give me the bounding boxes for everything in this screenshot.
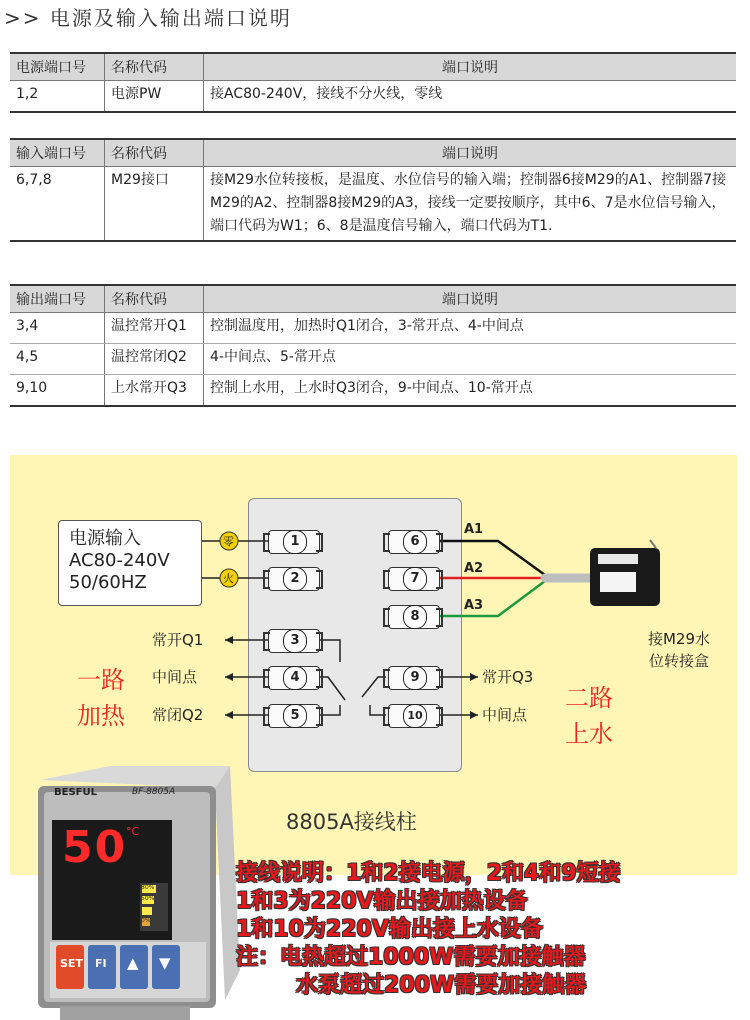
port-desc: 控制上水用，上水时Q3闭合，9-中间点、10-常开点 [204,375,737,407]
device-set-button: SET [60,957,83,970]
module-caption-line2: 位转接盒 [648,652,709,670]
table-header: 名称代码 [105,53,204,81]
module-caption-line1: 接M29水 [647,630,711,648]
terminal-number: 5 [283,704,307,728]
terminal-3 [264,627,322,653]
port-code: 温控常开Q1 [105,313,204,344]
port-number: 6,7,8 [10,167,105,242]
device-model-label: BF-8805A [132,787,176,797]
device-unit: °C [126,825,140,838]
table-header: 端口说明 [204,139,737,167]
power-input-voltage: AC80-240V [69,550,170,571]
power-input-box [58,520,202,606]
wire-label-a1: A1 [464,522,484,537]
table-header: 端口说明 [204,285,737,313]
port-code: 上水常开Q3 [105,375,204,407]
wire-label-a2: A2 [464,561,484,576]
table-header: 名称代码 [105,139,204,167]
neutral-symbol: 零 [223,535,234,548]
note-line: 1和3为220V输出接加热设备 [236,889,528,914]
terminal-7 [384,565,442,591]
terminal-8 [384,603,442,629]
port-number: 4,5 [10,344,105,375]
device-display-value: 50 [62,822,128,873]
table-header: 名称代码 [105,285,204,313]
terminal-number: 7 [403,567,427,591]
terminal-number: 6 [403,530,427,554]
port-desc: 接AC80-240V，接线不分火线，零线 [204,81,737,113]
note-line: 1和10为220V输出接上水设备 [236,917,543,942]
port-code: M29接口 [105,167,204,242]
live-symbol: 火 [223,572,234,585]
port-number: 1,2 [10,81,105,113]
module-caption [634,628,724,672]
terminal-5 [264,702,322,728]
device-down-button: ▼ [159,954,171,972]
label-no-q3: 常开Q3 [482,668,534,686]
level-80: 80% [141,884,155,891]
controller-device-image [0,760,245,1020]
port-number: 9,10 [10,375,105,407]
heating-label [68,662,134,734]
label-common-right: 中间点 [482,706,528,724]
wire-label-a3: A3 [464,598,484,613]
table-header: 输出端口号 [10,285,105,313]
port-code: 电源PW [105,81,204,113]
terminal-number: 10 [403,704,427,728]
terminal-model-label: 8805A接线柱 [286,810,417,834]
note-line: 接线说明：1和2接电源，2和4和9短接 [236,861,621,886]
device-fi-button: FI [95,957,107,970]
terminal-number: 9 [403,666,427,690]
port-desc: 控制温度用，加热时Q1闭合，3-常开点、4-中间点 [204,313,737,344]
note-line: 水泵超过200W需要加接触器 [296,973,587,998]
device-brand: BESFUL [54,787,97,798]
label-nc-q2: 常闭Q2 [152,706,204,724]
terminal-2 [264,565,322,591]
device-up-button: ▲ [127,954,139,972]
wiring-notes [236,860,621,1000]
port-desc: 接M29水位转接板，是温度、水位信号的输入端；控制器6接M29的A1、控制器7接M29的A2、控制器8接M29的A3，接线一定要按顺序，其中6、7是水位信号输入，端口代码为W1；6、8是温度信号输入，端口代码为T1. [204,167,737,242]
port-number: 3,4 [10,313,105,344]
label-common-left: 中间点 [152,668,198,686]
terminal-number: 2 [283,567,307,591]
page-title: >> 电源及输入输出端口说明 [4,6,292,30]
heating-label-line1: 一路 [77,666,125,694]
water-label [556,680,622,752]
terminal-10 [384,702,442,728]
label-no-q1: 常开Q1 [152,631,204,649]
terminal-6 [384,528,442,554]
table-header: 端口说明 [204,53,737,81]
level-50: 50% [141,895,155,902]
terminal-number: 3 [283,629,307,653]
terminal-4 [264,664,322,690]
port-desc: 4-中间点、5-常开点 [204,344,737,375]
terminal-9 [384,664,442,690]
water-label-line1: 二路 [565,684,613,712]
heating-label-line2: 加热 [77,702,125,730]
power-input-frequency: 50/60HZ [69,572,147,593]
table-header: 电源端口号 [10,53,105,81]
terminal-1 [264,528,322,554]
note-line: 注：电热超过1000W需要加接触器 [236,945,586,970]
power-input-title: 电源输入 [69,528,141,549]
level-0: 0% [141,917,151,924]
port-code: 温控常闭Q2 [105,344,204,375]
table-header: 输入端口号 [10,139,105,167]
terminal-number: 8 [403,605,427,629]
terminal-number: 4 [283,666,307,690]
terminal-number: 1 [283,530,307,554]
water-label-line2: 上水 [565,720,613,748]
